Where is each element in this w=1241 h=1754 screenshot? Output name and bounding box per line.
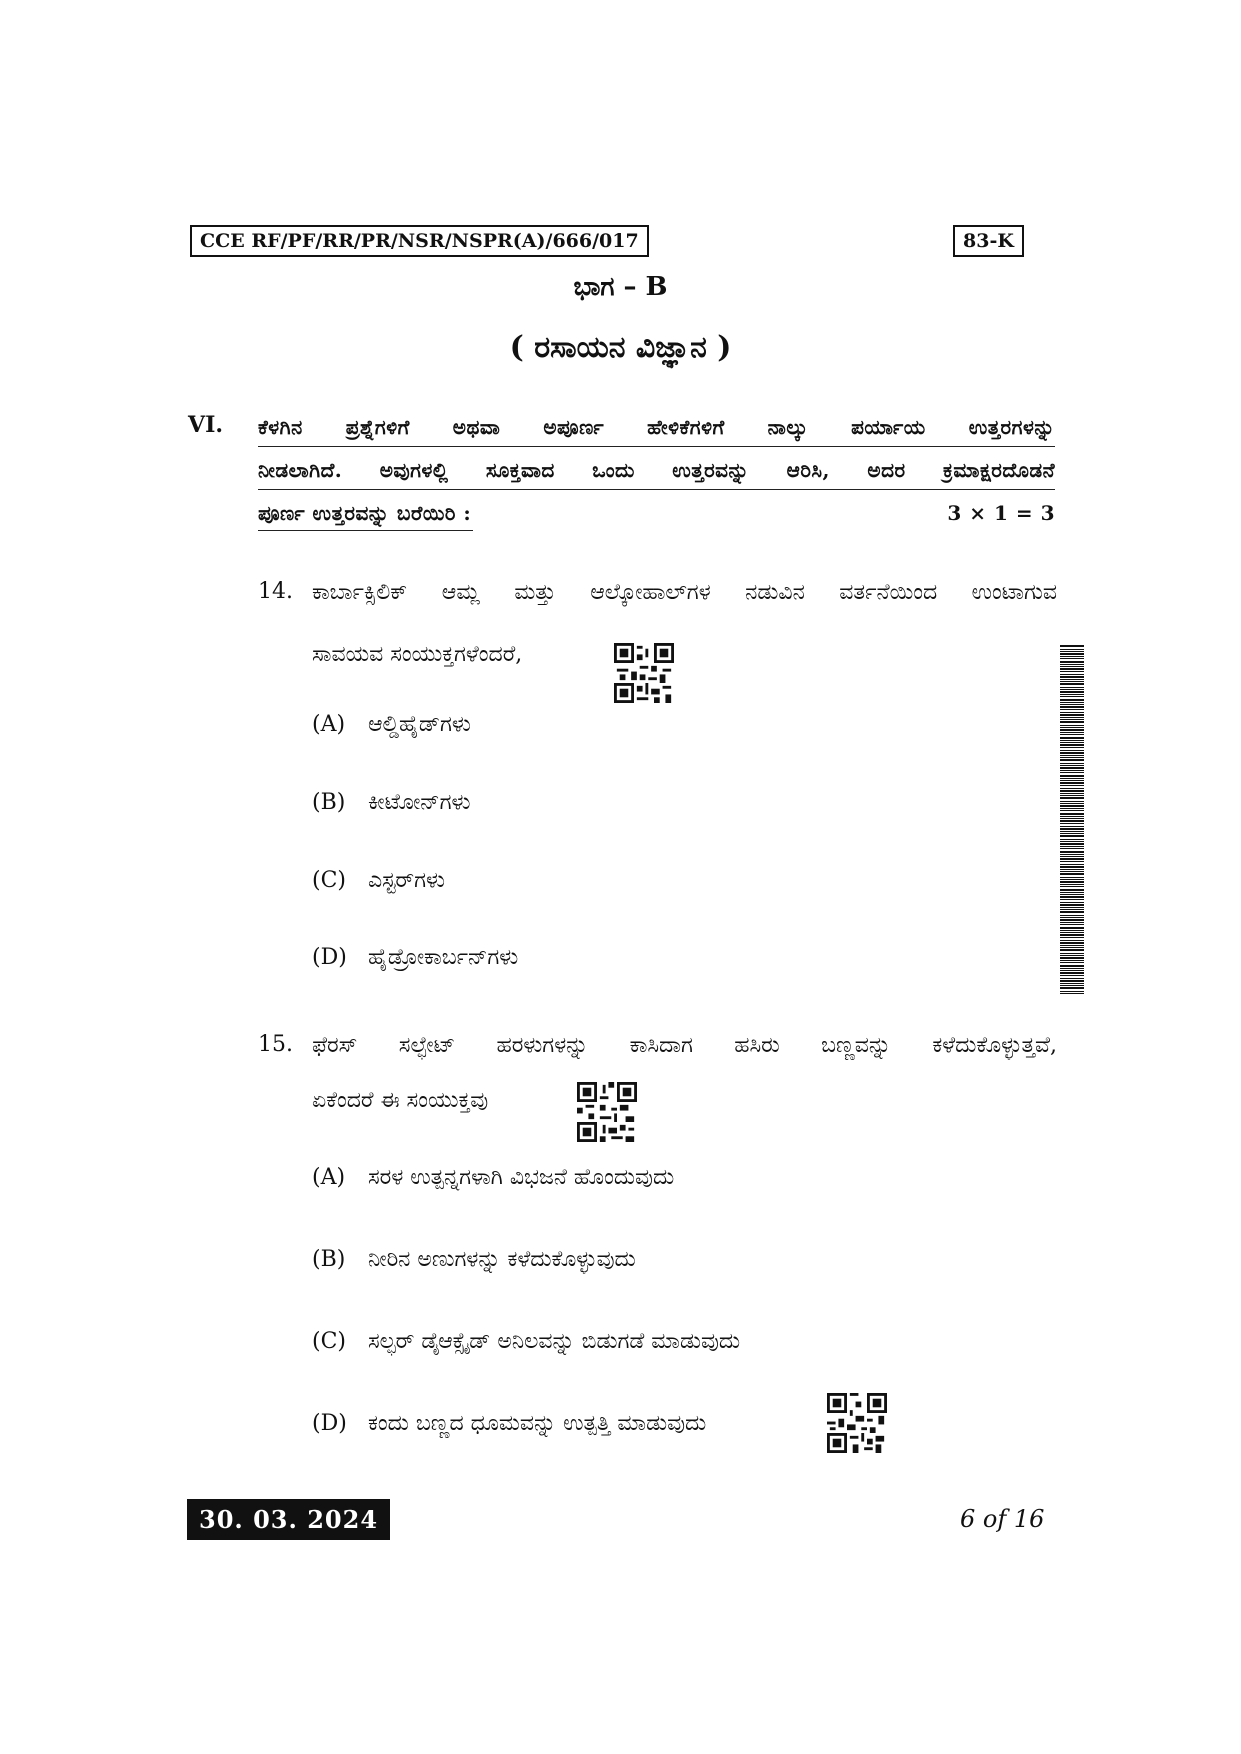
barcode-bar — [1060, 818, 1084, 819]
barcode-bar — [1060, 864, 1084, 865]
barcode-bar — [1060, 972, 1084, 974]
marks-allocation: 3 × 1 = 3 — [947, 501, 1055, 525]
barcode-bar — [1060, 940, 1084, 941]
barcode-bar — [1060, 866, 1084, 868]
barcode-icon — [1060, 645, 1084, 995]
barcode-bar — [1060, 793, 1084, 794]
option-label: (B) — [312, 1247, 346, 1272]
barcode-bar — [1060, 712, 1084, 713]
barcode-bar — [1060, 755, 1084, 756]
barcode-bar — [1060, 689, 1084, 690]
instruction-block — [258, 410, 1055, 536]
barcode-bar — [1060, 778, 1084, 779]
option-label: (C) — [312, 868, 346, 893]
barcode-bar — [1060, 727, 1084, 728]
barcode-bar — [1060, 765, 1084, 766]
barcode-bar — [1060, 785, 1084, 786]
barcode-bar — [1060, 871, 1084, 872]
barcode-bar — [1060, 816, 1084, 817]
barcode-bar — [1060, 676, 1084, 678]
barcode-bar — [1060, 873, 1084, 875]
barcode-bar — [1060, 983, 1084, 984]
subject-heading: ( ರಸಾಯನ ವಿಜ್ಞಾನ ) — [509, 330, 732, 365]
barcode-bar — [1060, 932, 1084, 933]
option-15-d — [312, 1411, 706, 1436]
barcode-bar — [1060, 782, 1084, 784]
barcode-bar — [1060, 907, 1084, 908]
paper-code: 83-K — [953, 225, 1024, 257]
barcode-bar — [1060, 750, 1084, 751]
barcode-bar — [1060, 902, 1084, 903]
barcode-bar — [1060, 978, 1084, 979]
option-label: (A) — [312, 712, 346, 737]
barcode-bar — [1060, 790, 1084, 792]
barcode-bar — [1060, 717, 1084, 718]
barcode-bar — [1060, 955, 1084, 956]
option-text: ಕಂದು ಬಣ್ಣದ ಧೂಮವನ್ನು ಉತ್ಪತ್ತಿ ಮಾಡುವುದು — [368, 1411, 707, 1436]
barcode-bar — [1060, 869, 1084, 870]
barcode-bar — [1060, 922, 1084, 923]
exam-date-badge: 30. 03. 2024 — [187, 1499, 390, 1540]
barcode-bar — [1060, 934, 1084, 936]
barcode-bar — [1060, 953, 1084, 954]
barcode-bar — [1060, 841, 1084, 842]
option-label: (C) — [312, 1329, 346, 1354]
barcode-bar — [1060, 970, 1084, 971]
option-15-b — [312, 1247, 636, 1272]
barcode-bar — [1060, 699, 1084, 701]
option-label: (B) — [312, 790, 346, 815]
barcode-bar — [1060, 828, 1084, 830]
option-text: ಎಸ್ಟರ್‌ಗಳು — [368, 868, 446, 893]
barcode-bar — [1060, 651, 1084, 652]
question-number: 15. — [258, 1032, 293, 1057]
barcode-bar — [1060, 831, 1084, 832]
qr-code-icon — [577, 1082, 637, 1142]
barcode-bar — [1060, 965, 1084, 967]
barcode-bar — [1060, 795, 1084, 796]
barcode-bar — [1060, 645, 1084, 647]
barcode-bar — [1060, 691, 1084, 693]
barcode-bar — [1060, 915, 1084, 916]
barcode-bar — [1060, 747, 1084, 748]
barcode-bar — [1060, 763, 1084, 764]
barcode-bar — [1060, 658, 1084, 659]
barcode-bar — [1060, 709, 1084, 710]
barcode-bar — [1060, 924, 1084, 925]
barcode-bar — [1060, 656, 1084, 657]
barcode-bar — [1060, 772, 1084, 773]
question-number: 14. — [258, 579, 293, 604]
instruction-line-1: ಕೆಳಗಿನ ಪ್ರಶ್ನೆಗಳಿಗೆ ಅಥವಾ ಅಪೂರ್ಣ ಹೇಳಿಕೆಗಳಿಗೆ ನಾಲ್ಕು ಪರ್ಯಾಯ ಉತ್ತರಗಳನ್ನು — [258, 410, 1055, 447]
barcode-bar — [1060, 858, 1084, 860]
barcode-bar — [1060, 896, 1084, 898]
option-text: ಹೈಡ್ರೋಕಾರ್ಬನ್‌ಗಳು — [368, 945, 519, 970]
barcode-bar — [1060, 666, 1084, 667]
option-15-c — [312, 1329, 740, 1354]
barcode-bar — [1060, 681, 1084, 682]
barcode-bar — [1060, 889, 1084, 891]
question-15-line-1: ಫೆರಸ್ ಸಲ್ಫೇಟ್ ಹರಳುಗಳನ್ನು ಕಾಸಿದಾಗ ಹಸಿರು ಬಣ್ಣವನ್ನು ಕಳೆದುಕೊಳ್ಳುತ್ತವೆ, — [312, 1033, 1057, 1058]
barcode-bar — [1060, 687, 1084, 688]
barcode-bar — [1060, 668, 1084, 670]
barcode-bar — [1060, 899, 1084, 900]
option-14-b — [312, 790, 471, 815]
question-15-line-2: ಏಕೆಂದರೆ ಈ ಸಂಯುಕ್ತವು — [312, 1088, 489, 1113]
barcode-bar — [1060, 919, 1084, 921]
barcode-bar — [1060, 826, 1084, 827]
barcode-bar — [1060, 757, 1084, 758]
page-number: 6 of 16 — [960, 1505, 1045, 1533]
qr-code-icon — [827, 1393, 887, 1453]
barcode-bar — [1060, 752, 1084, 754]
barcode-bar — [1060, 770, 1084, 771]
option-text: ಆಲ್ಡಿಹೈಡ್‌ಗಳು — [368, 712, 471, 737]
barcode-bar — [1060, 696, 1084, 697]
barcode-bar — [1060, 975, 1084, 976]
barcode-bar — [1060, 945, 1084, 946]
barcode-bar — [1060, 732, 1084, 733]
barcode-bar — [1060, 968, 1084, 969]
barcode-bar — [1060, 937, 1084, 938]
barcode-bar — [1060, 930, 1084, 931]
barcode-bar — [1060, 843, 1084, 845]
barcode-bar — [1060, 702, 1084, 703]
barcode-bar — [1060, 740, 1084, 741]
question-14-line-1: ಕಾರ್ಬಾಕ್ಸಿಲಿಕ್ ಆಮ್ಲ ಮತ್ತು ಆಲ್ಕೋಹಾಲ್‌ಗಳ ನಡುವಿನ ವರ್ತನೆಯಿಂದ ಉಂಟಾಗುವ — [312, 580, 1057, 605]
barcode-bar — [1060, 744, 1084, 746]
barcode-bar — [1060, 661, 1084, 663]
barcode-bar — [1060, 759, 1084, 761]
barcode-bar — [1060, 719, 1084, 720]
barcode-bar — [1060, 957, 1084, 959]
barcode-bar — [1060, 649, 1084, 650]
option-14-c — [312, 868, 445, 893]
barcode-bar — [1060, 820, 1084, 822]
barcode-bar — [1060, 767, 1084, 769]
barcode-bar — [1060, 808, 1084, 809]
barcode-bar — [1060, 942, 1084, 944]
barcode-bar — [1060, 714, 1084, 716]
barcode-bar — [1060, 706, 1084, 708]
barcode-bar — [1060, 892, 1084, 893]
barcode-bar — [1060, 704, 1084, 705]
barcode-bar — [1060, 742, 1084, 743]
barcode-bar — [1060, 734, 1084, 735]
barcode-bar — [1060, 788, 1084, 789]
barcode-bar — [1060, 993, 1084, 994]
option-text: ಸರಳ ಉತ್ಪನ್ನಗಳಾಗಿ ವಿಭಜನೆ ಹೊಂದುವುದು — [368, 1165, 675, 1190]
barcode-bar — [1060, 729, 1084, 731]
barcode-bar — [1060, 886, 1084, 887]
option-label: (D) — [312, 1411, 347, 1436]
barcode-bar — [1060, 801, 1084, 802]
barcode-bar — [1060, 780, 1084, 781]
barcode-bar — [1060, 991, 1084, 992]
barcode-bar — [1060, 835, 1084, 837]
barcode-bar — [1060, 775, 1084, 777]
barcode-bar — [1060, 861, 1084, 862]
barcode-bar — [1060, 839, 1084, 840]
barcode-bar — [1060, 949, 1084, 951]
barcode-bar — [1060, 881, 1084, 883]
qr-code-icon — [614, 643, 674, 703]
barcode-bar — [1060, 810, 1084, 811]
option-label: (D) — [312, 945, 347, 970]
exam-code: CCE RF/PF/RR/PR/NSR/NSPR(A)/666/017 — [190, 225, 649, 257]
option-14-d — [312, 945, 518, 970]
barcode-bar — [1060, 911, 1084, 913]
barcode-bar — [1060, 985, 1084, 986]
option-text: ಸಲ್ಫರ್ ಡೈಆಕ್ಸೈಡ್ ಅನಿಲವನ್ನು ಬಿಡುಗಡೆ ಮಾಡುವುದು — [368, 1329, 741, 1354]
barcode-bar — [1060, 805, 1084, 807]
barcode-bar — [1060, 960, 1084, 961]
option-label: (A) — [312, 1165, 346, 1190]
barcode-bar — [1060, 904, 1084, 906]
part-heading: ಭಾಗ – B — [573, 272, 668, 302]
barcode-bar — [1060, 927, 1084, 929]
barcode-bar — [1060, 725, 1084, 726]
option-14-a — [312, 712, 471, 737]
barcode-bar — [1060, 694, 1084, 695]
barcode-bar — [1060, 721, 1084, 723]
barcode-bar — [1060, 947, 1084, 948]
barcode-bar — [1060, 664, 1084, 665]
barcode-bar — [1060, 980, 1084, 982]
barcode-bar — [1060, 653, 1084, 655]
option-15-a — [312, 1165, 674, 1190]
barcode-bar — [1060, 987, 1084, 989]
instruction-line-3: ಪೂರ್ಣ ಉತ್ತರವನ್ನು ಬರೆಯಿರಿ : — [258, 496, 473, 531]
option-text: ನೀರಿನ ಅಣುಗಳನ್ನು ಕಳೆದುಕೊಳ್ಳುವುದು — [368, 1247, 636, 1272]
barcode-bar — [1060, 894, 1084, 895]
barcode-bar — [1060, 851, 1084, 853]
barcode-bar — [1060, 854, 1084, 855]
barcode-bar — [1060, 877, 1084, 878]
barcode-bar — [1060, 917, 1084, 918]
option-text: ಕೀಟೋನ್‌ಗಳು — [368, 790, 471, 815]
barcode-bar — [1060, 674, 1084, 675]
barcode-bar — [1060, 879, 1084, 880]
barcode-bar — [1060, 683, 1084, 685]
barcode-bar — [1060, 962, 1084, 963]
barcode-bar — [1060, 884, 1084, 885]
barcode-bar — [1060, 909, 1084, 910]
barcode-bar — [1060, 848, 1084, 849]
barcode-bar — [1060, 856, 1084, 857]
barcode-bar — [1060, 803, 1084, 804]
barcode-bar — [1060, 833, 1084, 834]
barcode-bar — [1060, 737, 1084, 739]
barcode-bar — [1060, 823, 1084, 824]
barcode-bar — [1060, 671, 1084, 672]
barcode-bar — [1060, 797, 1084, 799]
instruction-line-3-row — [258, 496, 1055, 536]
barcode-bar — [1060, 679, 1084, 680]
barcode-bar — [1060, 846, 1084, 847]
barcode-bar — [1060, 813, 1084, 815]
question-14-line-2: ಸಾವಯವ ಸಂಯುಕ್ತಗಳೆಂದರೆ, — [312, 642, 523, 667]
instruction-number: VI. — [188, 412, 224, 438]
instruction-line-2: ನೀಡಲಾಗಿದೆ. ಅವುಗಳಲ್ಲಿ ಸೂಕ್ತವಾದ ಒಂದು ಉತ್ತರವನ್ನು ಆರಿಸಿ, ಅದರ ಕ್ರಮಾಕ್ಷರದೊಡನೆ — [258, 453, 1055, 490]
